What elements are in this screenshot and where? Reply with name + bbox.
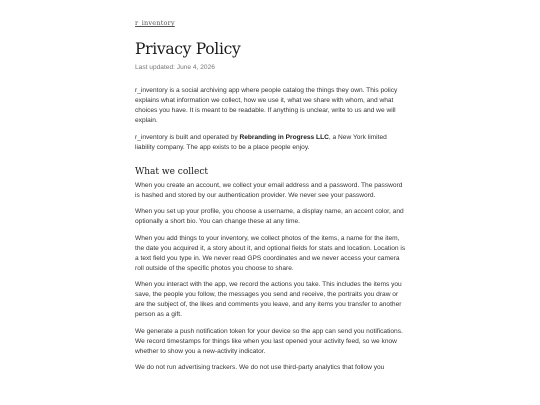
collect-paragraph-profile: When you set up your profile, you choose a username, a display name, an accent color, and optionally a short bio. You can change these at any time.: [135, 208, 404, 225]
operator-text-after: , a New York limited liability company. The app exists to be a place people enjoy.: [135, 133, 387, 151]
company-name: Rebranding in Progress LLC: [239, 133, 329, 141]
collect-paragraph-trackers: We do not run advertising trackers. We do not use third-party analytics that follow you: [135, 364, 385, 371]
operator-paragraph: [135, 133, 407, 153]
site-home-link[interactable]: r_inventory: [135, 19, 175, 27]
collect-paragraph-interactions: When you interact with the app, we record the actions you take. This includes the items you save, the people you follow, the messages you send and receive, the portraits you draw or are the subject of, the likes and comments you leave, and any items you transfer to another person as a gift.: [135, 281, 402, 318]
policy-content: [135, 86, 407, 380]
operator-text-before: r_inventory is built and operated by: [135, 133, 240, 141]
collect-paragraph-notifications: We generate a push notification token for your device so the app can send you notifications. We record timestamps for things like when you last opened your activity feed, so we know whether to show you a new-activity indicator.: [135, 327, 403, 355]
page-title: Privacy Policy: [135, 40, 241, 58]
section-heading-what-we-collect: What we collect: [135, 166, 208, 177]
last-updated-date: Last updated: June 4, 2026: [135, 64, 215, 71]
collect-paragraph-inventory: When you add things to your inventory, we collect photos of the items, a name for the item, the date you acquired it, a story about it, and optional fields for stats and location. Location is a text field you type in. We never read GPS coordinates and we never access your camera roll outside of the specific photos you choose to share.: [135, 234, 406, 272]
intro-paragraph: r_inventory is a social archiving app where people catalog the things they own. This policy explains what information we collect, how we use it, what we share with whom, and what choices you have. It is meant to be readable. If anything is unclear, write to us and we will explain.: [135, 87, 398, 124]
collect-paragraph-account: When you create an account, we collect your email address and a password. The password is hashed and stored by our authentication provider. We never see your password.: [135, 181, 403, 199]
